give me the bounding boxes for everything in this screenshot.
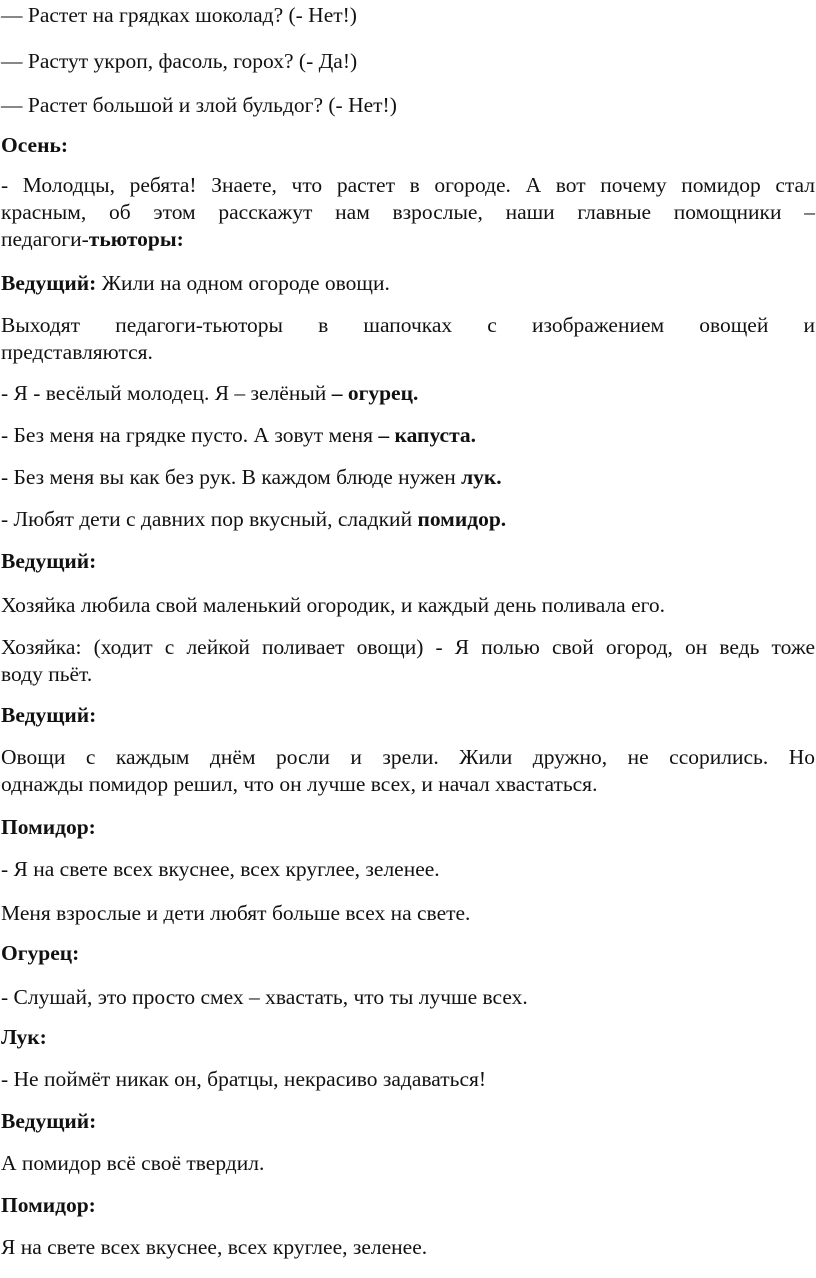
speaker-onion: Лук: <box>1 1025 47 1049</box>
onion-intro <box>1 464 502 491</box>
tomato-line-1: - Я на свете всех вкуснее, всех круглее, зеленее. <box>1 857 440 881</box>
tutors-line-1: Выходят педагоги-тьюторы в шапочках с изображением овощей и <box>1 313 815 337</box>
cabbage-intro-bold: – капуста. <box>378 423 477 447</box>
autumn-paragraph <box>1 172 815 253</box>
speaker-host-4: Ведущий: <box>1 1109 97 1133</box>
vegetables-paragraph <box>1 744 815 798</box>
speaker-autumn: Осень: <box>1 133 68 157</box>
tomato-intro-bold: помидор. <box>417 507 507 531</box>
cucumber-intro-text: - Я - весёлый молодец. Я – зелёный <box>1 381 332 405</box>
cucumber-line: - Слушай, это просто смех – хвастать, что ты лучше всех. <box>1 985 528 1009</box>
speaker-host-3: Ведущий: <box>1 703 97 727</box>
onion-line: - Не поймёт никак он, братцы, некрасиво задаваться! <box>1 1067 487 1091</box>
hostess-line-1: Хозяйка: (ходит с лейкой поливает овощи) - Я полью свой огород, он ведь тоже <box>1 635 815 659</box>
hostess-line: Хозяйка любила свой маленький огородик, и каждый день поливала его. <box>1 593 666 617</box>
tutors-line-2: представляются. <box>1 340 153 364</box>
onion-intro-bold: лук. <box>461 465 502 489</box>
autumn-line-3 <box>1 226 815 253</box>
cucumber-intro <box>1 380 418 407</box>
autumn-line-2: красным, об этом расскажут нам взрослые, наши главные помощники – <box>1 200 815 224</box>
host-text: Жили на одном огороде овощи. <box>96 271 390 295</box>
cucumber-intro-bold: – огурец. <box>331 381 419 405</box>
autumn-line-3-bold: тьюторы: <box>88 227 184 251</box>
host-line-4: А помидор всё своё твердил. <box>1 1151 265 1175</box>
speaker-tomato-1: Помидор: <box>1 815 96 839</box>
onion-intro-text: - Без меня вы как без рук. В каждом блюде нужен <box>1 465 462 489</box>
tomato-line-2: Меня взрослые и дети любят больше всех на свете. <box>1 901 471 925</box>
vegetables-line-1: Овощи с каждым днём росли и зрели. Жили дружно, не ссорились. Но <box>1 745 815 769</box>
tomato-intro <box>1 506 506 533</box>
autumn-line-1: - Молодцы, ребята! Знаете, что растет в огороде. А вот почему помидор стал <box>1 173 815 197</box>
question-dill: — Растут укроп, фасоль, горох? (- Да!) <box>1 49 358 73</box>
tutors-paragraph <box>1 312 815 366</box>
hostess-line-2: воду пьёт. <box>1 662 93 686</box>
host-label: Ведущий: <box>1 271 97 295</box>
question-chocolate: — Растет на грядках шоколад? (- Нет!) <box>1 3 357 27</box>
speaker-cucumber: Огурец: <box>1 941 80 965</box>
host-line-1 <box>1 270 390 297</box>
autumn-line-3-text: педагоги- <box>1 227 89 251</box>
question-bulldog: — Растет большой и злой бульдог? (- Нет!) <box>1 93 397 117</box>
speaker-host-2: Ведущий: <box>1 549 97 573</box>
speaker-tomato-2: Помидор: <box>1 1193 96 1217</box>
cabbage-intro <box>1 422 476 449</box>
vegetables-line-2: однажды помидор решил, что он лучше всех, и начал хвастаться. <box>1 772 598 796</box>
tomato-intro-text: - Любят дети с давних пор вкусный, сладкий <box>1 507 418 531</box>
cabbage-intro-text: - Без меня на грядке пусто. А зовут меня <box>1 423 379 447</box>
hostess-paragraph <box>1 634 815 688</box>
tomato-line-3: Я на свете всех вкуснее, всех круглее, зеленее. <box>1 1235 428 1259</box>
